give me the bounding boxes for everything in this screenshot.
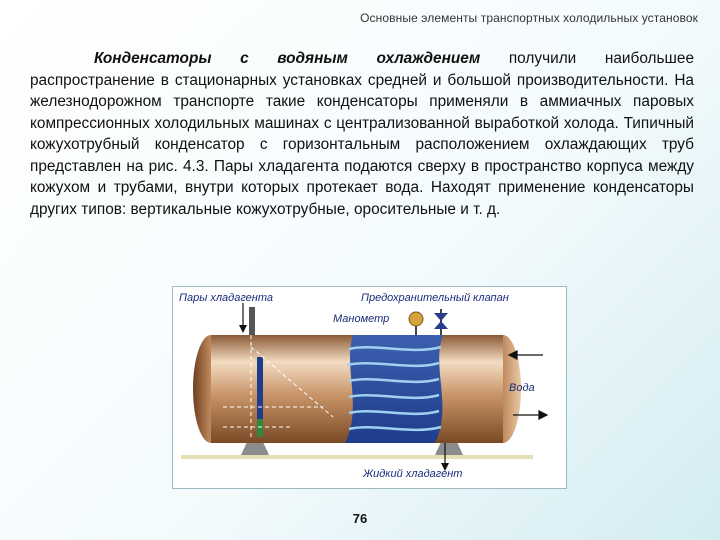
label-liquid: Жидкий хладагент [363,468,463,480]
safety-valve-icon [434,313,448,321]
paragraph-lead: Конденсаторы с водяным охлаждением [94,50,481,67]
page-header: Основные элементы транспортных холодильных установок [360,11,698,25]
label-safety-valve: Предохранительный клапан [361,292,509,304]
right-support [435,442,463,455]
paragraph-text: получили наибольшее распространение в стационарных установках средней и большой производительности. На железнодорожном транспорте такие конденсаторы применяли в аммиачных паровых компрессионных холодильных машинах с централизованной выработкой холода. Типичный кожухотрубный конденсатор с горизонтальным расположением охлаждающих труб представлен на рис. 4.3. Пары хладагента подаются сверху в пространство корпуса между кожухом и трубами, внутри которых протекает вода. Находят применение конденсаторы других типов: вертикальные кожухотрубные, оросительные и т. д. [30,50,694,218]
label-manometer: Манометр [333,313,390,325]
label-water: Вода [509,382,535,394]
label-vapor: Пары хладагента [179,292,274,304]
ground-line [181,455,533,459]
condenser-figure [172,286,567,489]
paragraph [30,48,694,220]
page-number: 76 [352,511,368,526]
vapor-inlet-pipe [249,307,255,335]
condenser-diagram [173,287,566,488]
left-support [241,442,269,455]
tube-cutaway [345,335,443,443]
manometer-icon [409,312,423,326]
